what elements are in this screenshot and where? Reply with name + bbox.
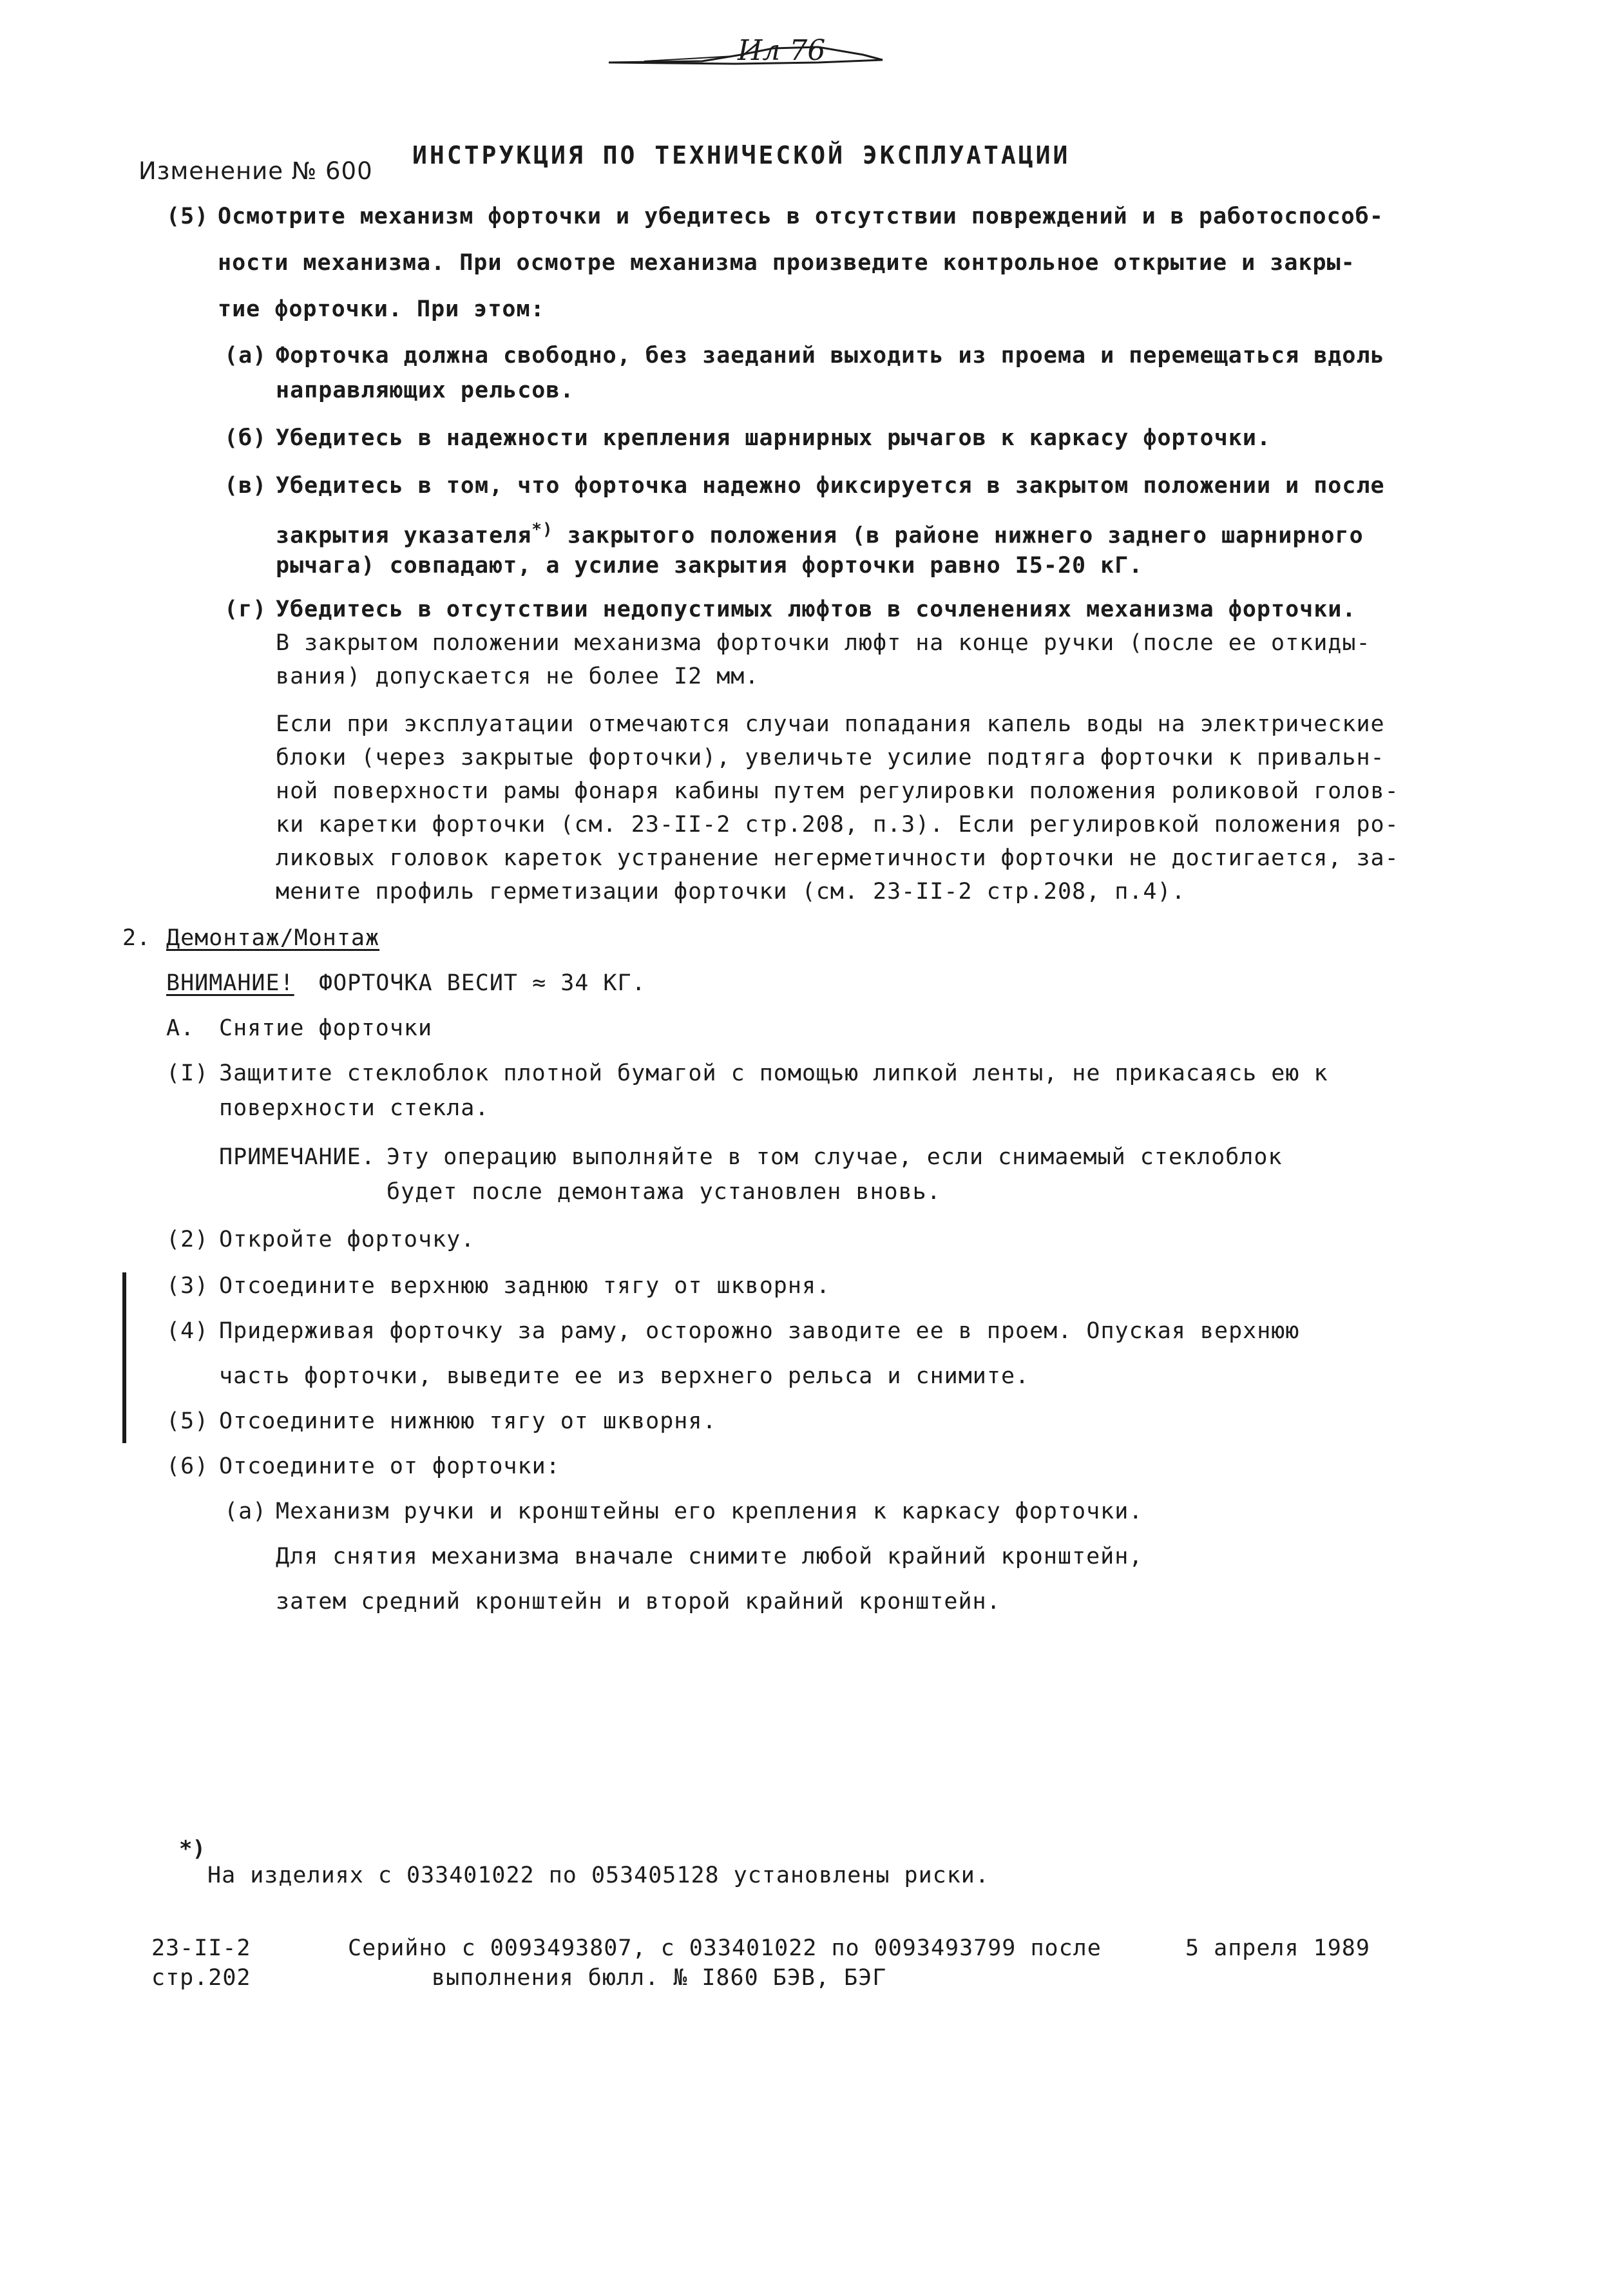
sub-v-number: (в)	[224, 473, 267, 499]
step-2-text: Откройте форточку.	[219, 1227, 475, 1252]
sub-b-number: (б)	[224, 425, 267, 451]
handwritten-page-mark	[606, 29, 889, 74]
footer-serial-line: выполнения бюлл. № I860 БЭВ, БЭГ	[432, 1965, 887, 1991]
footnote-marker: *)	[531, 520, 553, 539]
step-6a-line: затем средний кронштейн и второй крайний кронштейн.	[276, 1589, 1001, 1615]
step-4-line: часть форточки, выведите ее из верхнего рельса и снимите.	[219, 1363, 1030, 1389]
step-3-text: Отсоедините верхнюю заднюю тягу от шкворня.	[219, 1273, 831, 1299]
page-mark-text: Ил 76	[738, 34, 826, 67]
leak-paragraph-line: ной поверхности рамы фонаря кабины путем регулировки положения роликовой голов-	[276, 778, 1399, 804]
sub-v-line: Убедитесь в том, что форточка надежно фиксируется в закрытом положении и после	[276, 473, 1385, 499]
revision-bar	[122, 1272, 126, 1443]
step-2-number: (2)	[166, 1227, 209, 1252]
footer-page-number: стр.202	[151, 1965, 251, 1991]
warning-text: ФОРТОЧКА ВЕСИТ ≈ 34 КГ.	[319, 970, 646, 996]
step-6a-line: Механизм ручки и кронштейны его крепления к каркасу форточки.	[276, 1499, 1143, 1524]
item-5-line: ности механизма. При осмотре механизма произведите контрольное открытие и закры-	[218, 250, 1355, 276]
item-5-number: (5)	[166, 204, 209, 229]
sub-b-line: Убедитесь в надежности крепления шарнирных рычагов к каркасу форточки.	[276, 425, 1272, 451]
note-line: будет после демонтажа установлен вновь.	[387, 1179, 941, 1205]
note-label: ПРИМЕЧАНИЕ.	[219, 1144, 376, 1170]
footer-date: 5 апреля 1989	[1185, 1935, 1370, 1961]
leak-paragraph-line: мените профиль герметизации форточки (см. 23-II-2 стр.208, п.4).	[276, 879, 1186, 905]
sub-v-line	[276, 513, 1364, 553]
step-4-line: Придерживая форточку за раму, осторожно заводите ее в проем. Опуская верхнюю	[219, 1318, 1300, 1344]
warning-label: ВНИМАНИЕ!	[166, 970, 294, 996]
step-3-number: (3)	[166, 1273, 209, 1299]
item-5-line: тие форточки. При этом:	[218, 296, 545, 322]
sub-a-line: Форточка должна свободно, без заеданий выходить из проема и перемещаться вдоль	[276, 343, 1385, 369]
sub-g-line: В закрытом положении механизма форточки люфт на конце ручки (после ее откиды-	[276, 630, 1371, 656]
sub-v-line: рычага) совпадают, а усилие закрытия форточки равно I5-20 кГ.	[276, 553, 1143, 579]
leak-paragraph-line: блоки (через закрытые форточки), увеличьте усилие подтяга форточки к привальн-	[276, 745, 1385, 771]
section-number: 2.	[122, 925, 151, 951]
item-5-line: Осмотрите механизм форточки и убедитесь в отсутствии повреждений и в работоспособ-	[218, 204, 1384, 229]
footnote-marker: *)	[179, 1836, 205, 1862]
footer-doc-ref: 23-II-2	[151, 1935, 251, 1961]
step-6a-line: Для снятия механизма вначале снимите любой крайний кронштейн,	[276, 1544, 1143, 1569]
subsection-title: Снятие форточки	[219, 1015, 433, 1041]
section-title: Демонтаж/Монтаж	[166, 925, 380, 951]
leak-paragraph-line: ки каретки форточки (см. 23-II-2 стр.208, п.3). Если регулировкой положения ро-	[276, 812, 1399, 838]
step-5-number: (5)	[166, 1408, 209, 1434]
step-5-text: Отсоедините нижнюю тягу от шкворня.	[219, 1408, 717, 1434]
step-6-number: (6)	[166, 1453, 209, 1479]
leak-paragraph-line: Если при эксплуатации отмечаются случаи попадания капель воды на электрические	[276, 711, 1385, 737]
note-line: Эту операцию выполняйте в том случае, если снимаемый стеклоблок	[387, 1144, 1283, 1170]
sub-g-number: (г)	[224, 597, 267, 622]
step-1-line: поверхности стекла.	[219, 1095, 490, 1121]
step-6-text: Отсоедините от форточки:	[219, 1453, 560, 1479]
page-title: ИНСТРУКЦИЯ ПО ТЕХНИЧЕСКОЙ ЭКСПЛУАТАЦИИ	[412, 141, 1071, 169]
sub-a-line: направляющих рельсов.	[276, 378, 575, 403]
step-6a-number: (а)	[224, 1499, 267, 1524]
leak-paragraph-line: ликовых головок кареток устранение негерметичности форточки не достигается, за-	[276, 845, 1399, 871]
step-4-number: (4)	[166, 1318, 209, 1344]
step-1-line: Защитите стеклоблок плотной бумагой с помощью липкой ленты, не прикасаясь ею к	[219, 1060, 1328, 1086]
footer-serial-line: Серийно с 0093493807, с 033401022 по 0093493799 после	[348, 1935, 1102, 1961]
sub-a-number: (а)	[224, 343, 267, 369]
sub-g-line: Убедитесь в отсутствии недопустимых люфтов в сочленениях механизма форточки.	[276, 597, 1357, 622]
sub-v-line-pre: закрытия указателя	[276, 522, 532, 549]
sub-v-line-post: закрытого положения (в районе нижнего заднего шарнирного	[553, 522, 1364, 549]
footnote-text: На изделиях с 033401022 по 053405128 установлены риски.	[207, 1863, 989, 1888]
step-1-number: (I)	[166, 1060, 209, 1086]
subsection-label: А.	[166, 1015, 195, 1041]
change-number: Изменение № 600	[139, 157, 373, 185]
sub-g-line: вания) допускается не более I2 мм.	[276, 664, 759, 689]
